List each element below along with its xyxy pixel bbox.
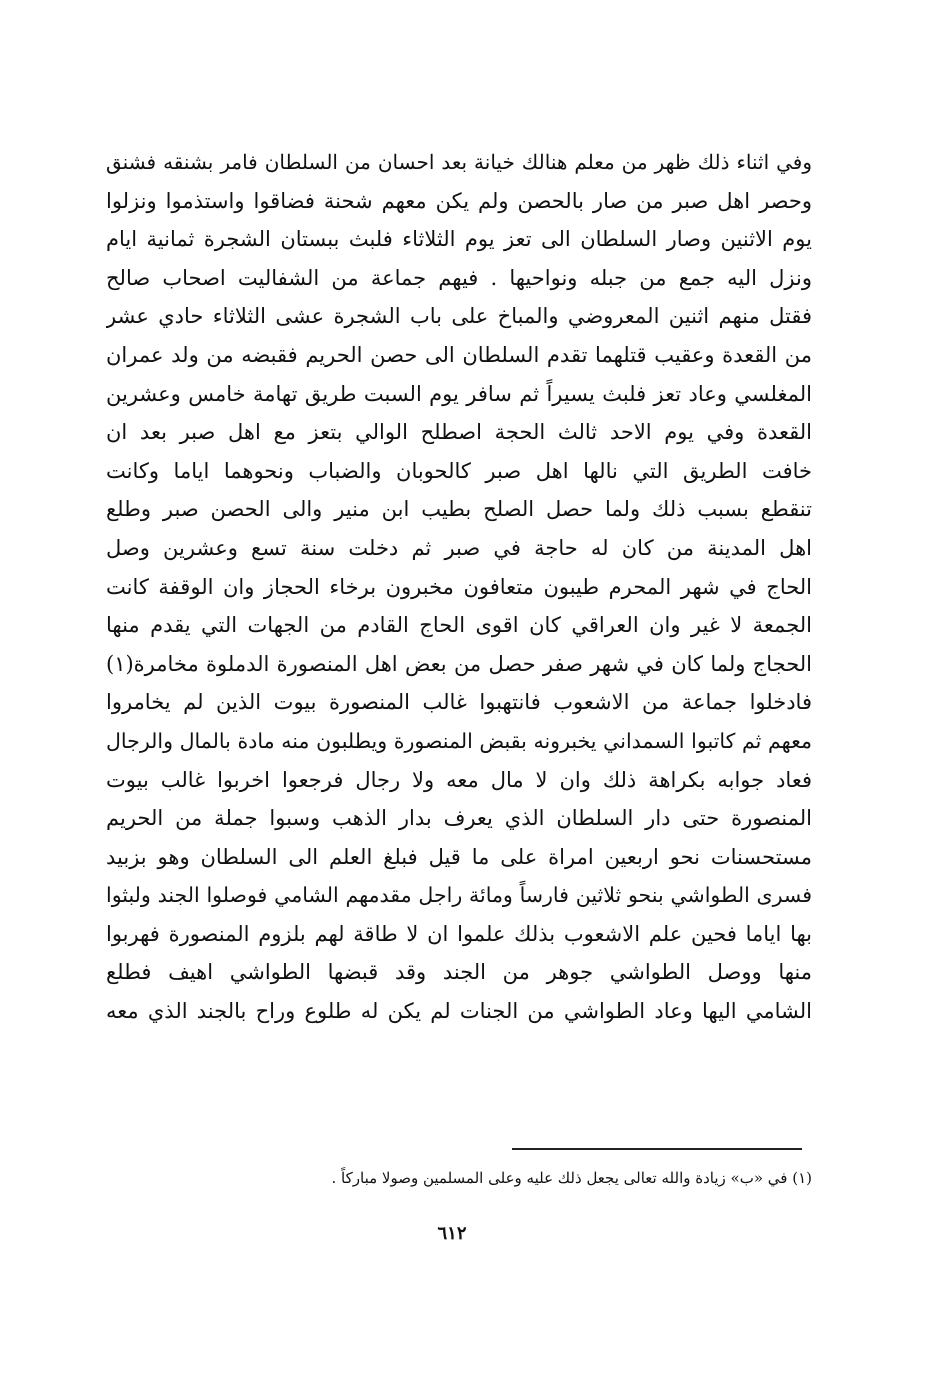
text-line-7: المغلسي وعاد تعز فلبث يسيراً ثم سافر يوم السبت طريق تهامة خامس وعشرين: [106, 381, 812, 406]
text-line-2: وحصر اهل صبر من صار بالحصن ولم يكن معهم شحنة فضاقوا واستذموا ونزلوا: [106, 188, 812, 213]
text-line-20: فسرى الطواشي بنحو ثلاثين فارساً ومائة راجل مقدمهم الشامي فوصلوا الجند ولبثوا: [106, 883, 812, 908]
text-line-10: تنقطع بسبب ذلك ولما حصل الصلح بطيب ابن منير والى الحصن صبر وطلع: [106, 497, 812, 522]
text-line-19: مستحسنات نحو اربعين امراة على ما قيل فبلغ العلم الى السلطان وهو بزبيد: [106, 844, 812, 869]
text-line-16: معهم ثم كاتبوا السمداني يخبرونه بقبض المنصورة ويطلبون منه مادة بالمال والرجال: [106, 728, 812, 753]
text-line-14: الحجاج ولما كان في شهر صفر حصل من بعض اهل المنصورة الدملوة مخامرة(١): [106, 651, 812, 676]
text-line-18: المنصورة حتى دار السلطان الذي يعرف بدار الذهب وسبوا جملة من الحريم: [106, 806, 812, 831]
footnote: (١) في «ب» زيادة والله تعالى يجعل ذلك عليه وعلى المسلمين وصولا مباركاً .: [331, 1169, 812, 1187]
text-line-4: ونزل اليه جمع من جبله ونواحيها . فيهم جماعة من الشفاليت اصحاب صالح: [106, 265, 812, 290]
text-line-22: منها ووصل الطواشي جوهر من الجند وقد قبضها الطواشي اهيف فطلع: [106, 960, 812, 985]
text-line-11: اهل المدينة من كان له حاجة في صبر ثم دخلت سنة تسع وعشرين وصل: [106, 535, 812, 560]
body-text: [106, 143, 812, 1031]
text-line-17: فعاد جوابه بكراهة ذلك وان لا مال معه ولا رجال فرجعوا اخربوا غالب بيوت: [106, 767, 812, 792]
text-line-9: خافت الطريق التي نالها اهل صبر كالحوبان والضباب ونحوهما اياما وكانت: [106, 458, 812, 483]
footnote-divider: [512, 1148, 802, 1150]
text-line-6: من القعدة وعقيب قتلهما تقدم السلطان الى حصن الحريم فقبضه من ولد عمران: [106, 342, 812, 367]
text-line-23: الشامي اليها وعاد الطواشي من الجنات لم يكن له طلوع وراح بالجند الذي معه: [106, 999, 812, 1024]
text-line-21: بها اياما فحين علم الاشعوب بذلك علموا ان لا طاقة لهم بلزوم المنصورة فهربوا: [106, 921, 812, 946]
text-line-5: فقتل منهم اثنين المعروضي والمباخ على باب الشجرة عشى الثلاثاء حادي عشر: [106, 304, 812, 329]
page-number: ٦١٢: [437, 1223, 467, 1244]
text-line-3: يوم الاثنين وصار السلطان الى تعز يوم الثلاثاء فلبث ببستان الشجرة ثمانية ايام: [106, 227, 812, 252]
text-line-8: القعدة وفي يوم الاحد ثالث الحجة اصطلح الوالي بتعز مع اهل صبر بعد ان: [106, 420, 812, 445]
text-line-1: وفي اثناء ذلك ظهر من معلم هنالك خيانة بعد احسان من السلطان فامر بشنقه فشنق: [106, 150, 812, 174]
text-line-15: فادخلوا جماعة من الاشعوب فانتهبوا غالب المنصورة بيوت الذين لم يخامروا: [106, 690, 812, 715]
text-line-13: الجمعة لا غير وان العراقي كان اقوى الحاج القادم من الجهات التي يقدم منها: [106, 613, 812, 638]
text-line-12: الحاج في شهر المحرم طيبون متعافون مخبرون برخاء الحجاز وان الوقفة كانت: [106, 574, 812, 599]
